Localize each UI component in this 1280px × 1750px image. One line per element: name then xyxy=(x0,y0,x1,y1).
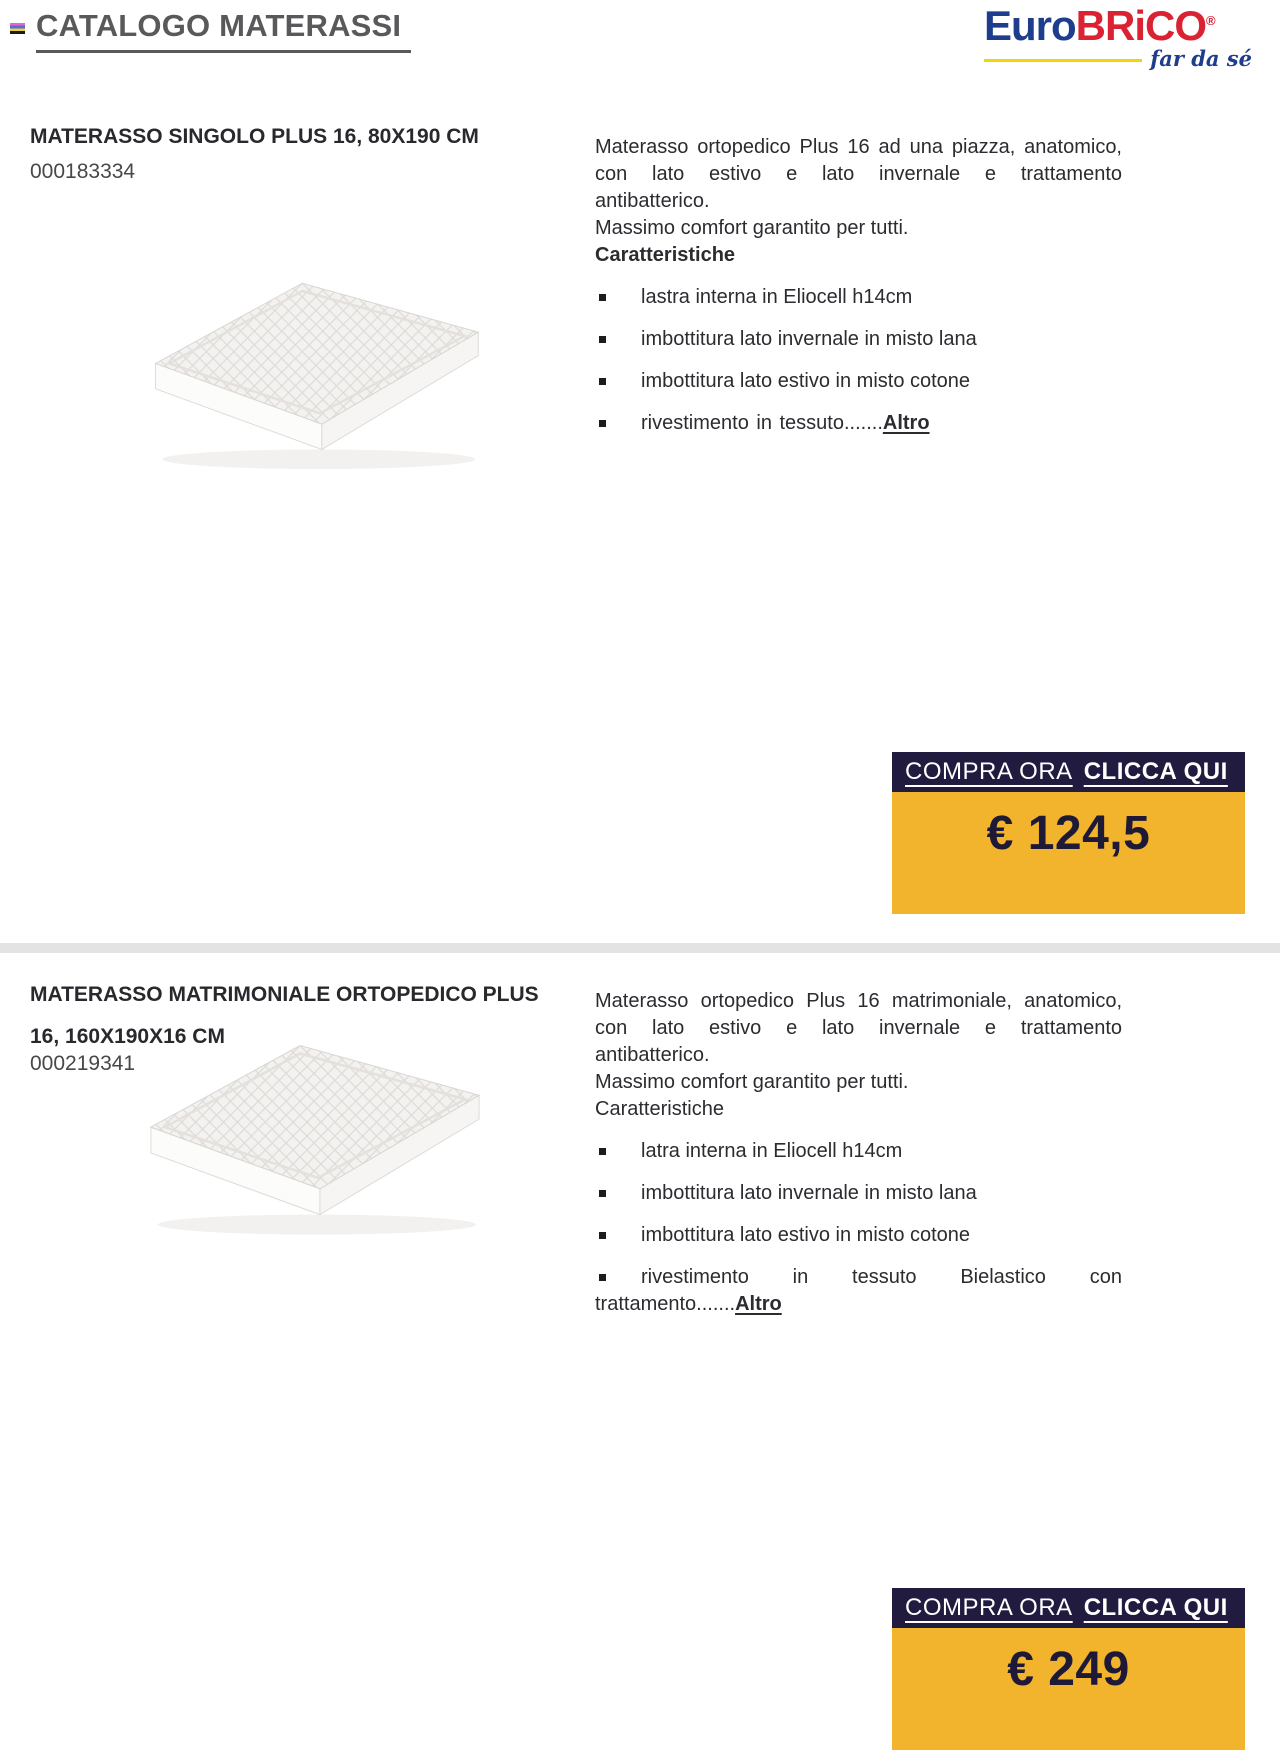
product-image xyxy=(133,1026,491,1266)
feature-text: rivestimento in tessuto Bielastico con trattamento....... xyxy=(595,1266,1122,1315)
square-bullet-icon xyxy=(599,1190,606,1197)
product-image xyxy=(138,262,490,502)
feature-text: imbottitura lato invernale in misto lana xyxy=(641,328,977,350)
altro-link[interactable]: Altro xyxy=(735,1293,782,1315)
altro-link[interactable]: Altro xyxy=(882,412,930,434)
product-code: 000183334 xyxy=(30,160,136,183)
price-panel xyxy=(892,792,1245,914)
features-heading: Caratteristiche xyxy=(595,244,736,266)
broken-image-icon xyxy=(10,21,25,34)
square-bullet-icon xyxy=(599,1232,606,1239)
feature-item xyxy=(595,368,1122,395)
logo-euro-text: Euro xyxy=(984,2,1076,49)
product-title-line: 16, 160X190X16 CM xyxy=(30,1025,225,1048)
logo-brico-text: BRiCO xyxy=(1075,2,1207,49)
feature-item xyxy=(595,1180,1122,1207)
feature-text: imbottitura lato invernale in misto lana xyxy=(641,1182,977,1204)
page-title: CATALOGO MATERASSI xyxy=(36,8,411,53)
feature-text: imbottitura lato estivo in misto cotone xyxy=(641,1224,971,1246)
square-bullet-icon xyxy=(599,1148,606,1155)
feature-text: imbottitura lato estivo in misto cotone xyxy=(641,370,971,392)
compra-ora-link[interactable]: COMPRA ORA xyxy=(905,758,1073,785)
comfort-line: Massimo comfort garantito per tutti. xyxy=(595,1071,909,1093)
buy-now-bar[interactable] xyxy=(892,1588,1245,1628)
feature-item xyxy=(595,1264,1122,1318)
clicca-qui-link[interactable]: CLICCA QUI xyxy=(1083,758,1228,785)
product-title-line: MATERASSO MATRIMONIALE ORTOPEDICO PLUS xyxy=(30,983,539,1006)
logo-wordmark xyxy=(984,2,1252,49)
buy-now-bar[interactable] xyxy=(892,752,1245,792)
product-code: 000219341 xyxy=(30,1052,136,1075)
logo-yellow-underline xyxy=(984,59,1142,62)
square-bullet-icon xyxy=(599,336,606,343)
price-value: € 249 xyxy=(1007,1643,1130,1696)
product-description xyxy=(595,134,1122,437)
feature-item xyxy=(595,284,1122,311)
product-title-line: MATERASSO SINGOLO PLUS 16, 80X190 CM xyxy=(30,125,479,148)
feature-item xyxy=(595,410,1122,437)
price-panel xyxy=(892,1628,1245,1750)
buy-box xyxy=(892,752,1245,914)
square-bullet-icon xyxy=(599,420,606,427)
mattress-illustration xyxy=(138,262,490,502)
square-bullet-icon xyxy=(599,1274,606,1281)
mattress-illustration xyxy=(133,1026,491,1266)
feature-text: lastra interna in Eliocell h14cm xyxy=(641,286,913,308)
section-divider xyxy=(0,943,1280,953)
description-paragraph: Materasso ortopedico Plus 16 matrimoniale, anatomico, con lato estivo e lato invernale e trattamento antibatterico. xyxy=(595,990,1122,1066)
feature-item xyxy=(595,1138,1122,1165)
compra-ora-link[interactable]: COMPRA ORA xyxy=(905,1594,1073,1621)
feature-text: rivestimento in tessuto....... xyxy=(641,412,883,434)
buy-box xyxy=(892,1588,1245,1750)
product-title xyxy=(30,116,575,158)
price-value: € 124,5 xyxy=(986,807,1151,860)
clicca-qui-link[interactable]: CLICCA QUI xyxy=(1083,1594,1228,1621)
feature-text: latra interna in Eliocell h14cm xyxy=(641,1140,903,1162)
registered-mark-icon: ® xyxy=(1206,13,1215,28)
feature-item xyxy=(595,1222,1122,1249)
square-bullet-icon xyxy=(599,294,606,301)
comfort-line: Massimo comfort garantito per tutti. xyxy=(595,217,909,239)
feature-item xyxy=(595,326,1122,353)
product-description xyxy=(595,988,1122,1318)
features-heading: Caratteristiche xyxy=(595,1098,724,1120)
eurobrico-logo xyxy=(984,2,1252,71)
description-paragraph: Materasso ortopedico Plus 16 ad una piazza, anatomico, con lato estivo e lato invernale e trattamento antibatterico. xyxy=(595,136,1122,212)
square-bullet-icon xyxy=(599,378,606,385)
logo-tagline: far da sé xyxy=(1150,46,1252,71)
